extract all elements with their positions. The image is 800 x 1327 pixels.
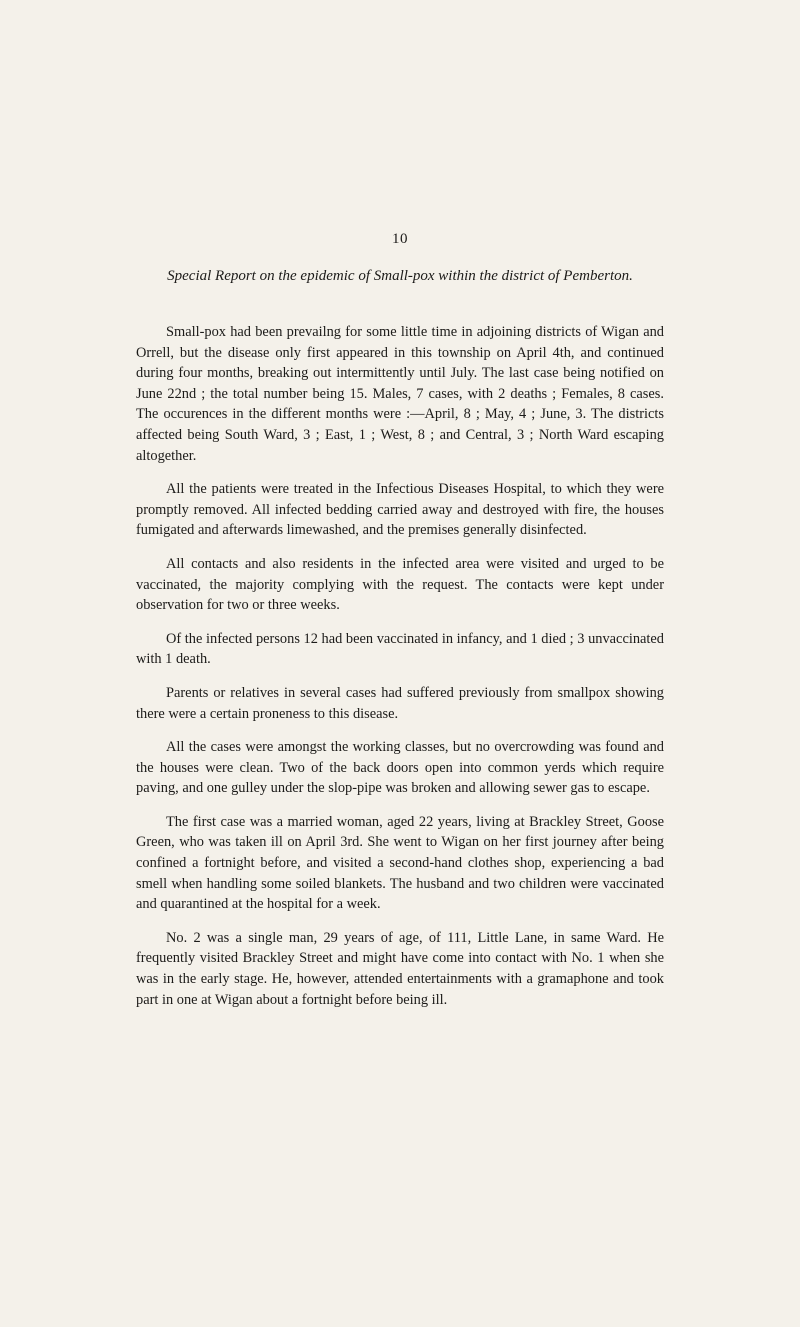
report-title: Special Report on the epidemic of Small-pox within the district of Pemberton. xyxy=(167,268,633,284)
paragraph: Small-pox had been prevailng for some little time in adjoining districts of Wigan and Orrell, but the disease only first appeared in this township on April 4th, and continued during four months, breaking out intermittently until July. The last case being notified on June 22nd ; the total number being 15. Males, 7 cases, with 2 deaths ; Females, 8 cases. The occurences in the different months were :—April, 8 ; May, 4 ; June, 3. The districts affected being South Ward, 3 ; East, 1 ; West, 8 ; and Central, 3 ; North Ward escaping altogether. xyxy=(136,324,664,464)
paragraph: All contacts and also residents in the infected area were visited and urged to be vaccinated, the majority complying with the request. The contacts were kept under observation for two or three weeks. xyxy=(136,555,664,614)
report-body xyxy=(136,322,664,1023)
paragraph: The first case was a married woman, aged 22 years, living at Brackley Street, Goose Green, who was taken ill on April 3rd. She went to Wigan on her first journey after being confined a fortnight before, and visited a second-hand clothes shop, experiencing a bad smell when handling some soiled blankets. The husband and two children were vaccinated and quarantined at the hospital for a week. xyxy=(136,813,664,913)
paragraph: Parents or relatives in several cases had suffered previously from smallpox showing there were a certain proneness to this disease. xyxy=(136,684,664,722)
paragraph: No. 2 was a single man, 29 years of age, of 111, Little Lane, in same Ward. He frequently visited Brackley Street and might have come into contact with No. 1 when she was in the early stage. He, however, attended entertainments with a gramaphone and took part in one at Wigan about a fortnight before being ill. xyxy=(136,929,664,1008)
page-number: 10 xyxy=(392,231,408,247)
paragraph: All the cases were amongst the working classes, but no overcrowding was found and the houses were clean. Two of the back doors open into common yerds which require paving, and one gulley under the slop-pipe was broken and allowing sewer gas to escape. xyxy=(136,739,664,797)
paragraph: All the patients were treated in the Infectious Diseases Hospital, to which they were promptly removed. All infected bedding carried away and destroyed with fire, the houses fumigated and afterwards limewashed, and the premises generally disinfected. xyxy=(136,481,664,539)
paragraph: Of the infected persons 12 had been vaccinated in infancy, and 1 died ; 3 unvaccinated with 1 death. xyxy=(136,630,664,668)
